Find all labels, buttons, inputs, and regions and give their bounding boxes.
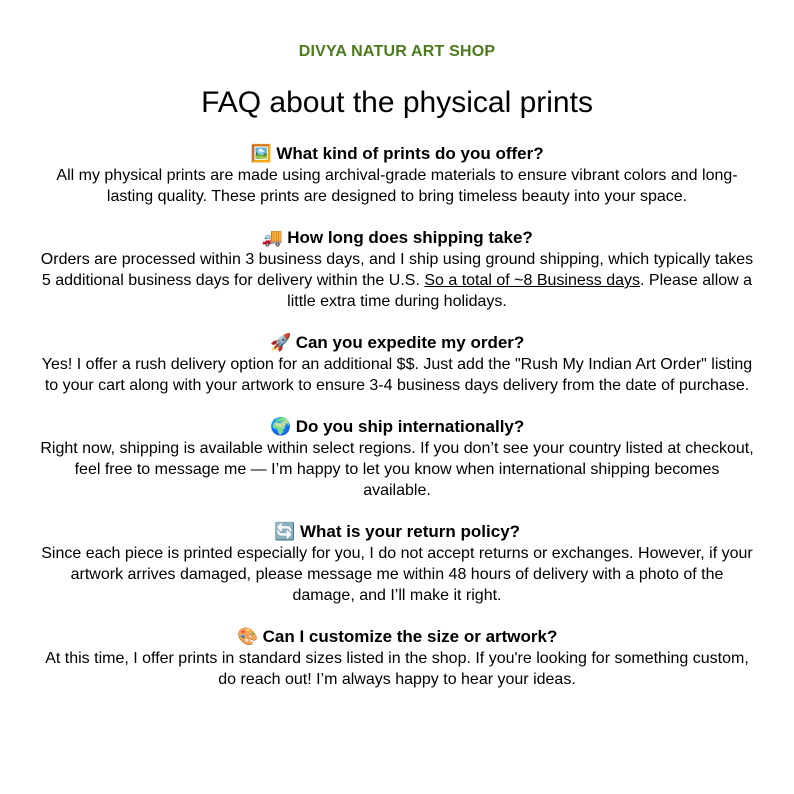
faq-list xyxy=(40,143,754,710)
artist-palette-icon: 🎨 xyxy=(237,627,259,646)
faq-answer: At this time, I offer prints in standard sizes listed in the shop. If you're looking for something custom, do reach out! I’m always happy to hear your ideas. xyxy=(45,650,749,688)
faq-question-text: Can you expedite my order? xyxy=(295,333,525,352)
framed-picture-icon: 🖼️ xyxy=(250,144,272,163)
faq-question xyxy=(40,143,754,165)
faq-answer: Right now, shipping is available within select regions. If you don’t see your country listed at checkout, feel free to message me — I’m happy to let you know when international shipping becomes available. xyxy=(40,440,754,499)
faq-question xyxy=(40,521,754,543)
faq-question xyxy=(40,416,754,438)
faq-question-text: What is your return policy? xyxy=(299,522,521,541)
total-business-days-note: So a total of ~8 Business days xyxy=(424,272,641,289)
page-title: FAQ about the physical prints xyxy=(201,86,593,119)
faq-item-returns xyxy=(40,521,754,606)
faq-answer xyxy=(40,249,754,312)
faq-answer: All my physical prints are made using archival-grade materials to ensure vibrant colors and long-lasting quality. These prints are designed to bring timeless beauty into your space. xyxy=(56,167,738,205)
delivery-truck-icon: 🚚 xyxy=(261,228,283,247)
faq-answer-text: Orders are processed within 3 business days, and I ship using ground shipping, which typically takes 5 additional business days for delivery within the U.S. xyxy=(40,251,754,289)
faq-answer-text: . Please allow a little extra time during holidays. xyxy=(287,272,753,310)
faq-question-text: What kind of prints do you offer? xyxy=(276,144,544,163)
faq-question xyxy=(40,626,754,648)
globe-icon: 🌍 xyxy=(270,417,292,436)
faq-question-text: Can I customize the size or artwork? xyxy=(262,627,558,646)
faq-item-shipping-time xyxy=(40,227,754,312)
faq-item-customize xyxy=(40,626,754,690)
faq-question-text: How long does shipping take? xyxy=(287,228,533,247)
faq-item-international xyxy=(40,416,754,501)
faq-item-expedite xyxy=(40,332,754,396)
faq-item-print-types xyxy=(40,143,754,207)
faq-answer: Yes! I offer a rush delivery option for an additional $$. Just add the "Rush My Indian Art Order" listing to your cart along with your artwork to ensure 3-4 business days delivery from the date of purchase. xyxy=(41,356,753,394)
faq-question xyxy=(40,227,754,249)
rocket-icon: 🚀 xyxy=(270,333,292,352)
faq-answer: Since each piece is printed especially for you, I do not accept returns or exchanges. However, if your artwork arrives damaged, please message me within 48 hours of delivery with a photo of the damage, and I’ll make it right. xyxy=(41,545,753,604)
shop-name: DIVYA NATUR ART SHOP xyxy=(298,43,496,60)
refresh-arrows-icon: 🔄 xyxy=(274,522,296,541)
faq-question-text: Do you ship internationally? xyxy=(295,417,525,436)
faq-question xyxy=(40,332,754,354)
